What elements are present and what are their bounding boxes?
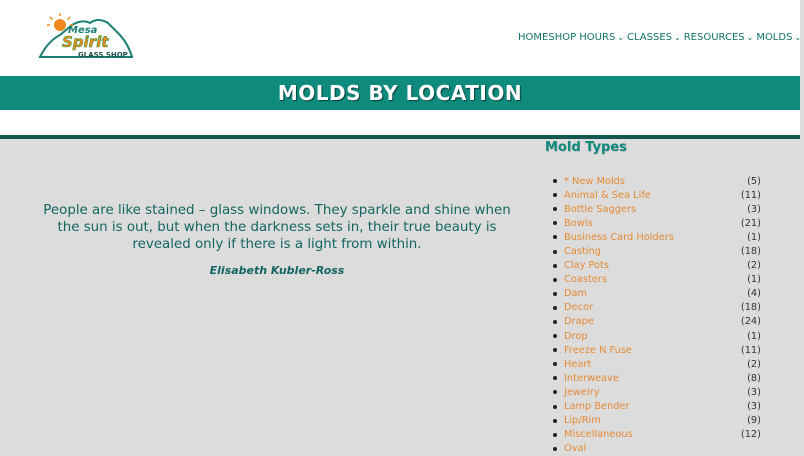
mold-type-link[interactable]: Coasters: [564, 274, 607, 286]
list-item: [553, 188, 761, 202]
divider: [0, 135, 800, 139]
bullet-icon: [553, 278, 557, 282]
mold-count: (1): [747, 274, 761, 286]
mountain-sun-logo-icon: [38, 11, 134, 61]
list-item: [553, 428, 761, 442]
mold-count: (3): [747, 203, 761, 215]
nav-home[interactable]: [518, 32, 548, 43]
page-title-banner: [0, 76, 800, 110]
mold-type-link[interactable]: Lip/Rim: [564, 415, 601, 427]
page-title: MOLDS BY LOCATION: [277, 81, 523, 105]
bullet-icon: [553, 306, 557, 310]
mold-type-link[interactable]: Bowls: [564, 217, 593, 229]
list-item: [553, 216, 761, 230]
svg-text:Spirit: Spirit: [62, 33, 109, 51]
list-item: [553, 301, 761, 315]
mold-count: (1): [747, 330, 761, 342]
mold-count: (21): [740, 217, 761, 229]
mold-count: (18): [740, 246, 761, 258]
mold-count: (24): [740, 316, 761, 328]
bullet-icon: [553, 250, 557, 254]
svg-text:GLASS SHOP: GLASS SHOP: [78, 51, 128, 59]
mold-type-link[interactable]: Clay Pots: [564, 260, 609, 272]
bullet-icon: [553, 405, 557, 409]
mold-type-link[interactable]: Animal & Sea Life: [564, 189, 651, 201]
quote-text: People are like stained – glass windows. They sparkle and shine when the sun is out, but when the darkness sets in, their true beauty is revealed only if there is a light from within.: [43, 203, 511, 252]
list-item: [553, 329, 761, 343]
mold-type-link[interactable]: Business Card Holders: [564, 231, 674, 243]
svg-text:Mesa: Mesa: [68, 25, 98, 36]
list-item: [553, 259, 761, 273]
mold-type-link[interactable]: Dam: [564, 288, 588, 300]
mold-count: (4): [747, 288, 761, 300]
bullet-icon: [553, 390, 557, 394]
nav-shop-hours-label: SHOP HOURS: [548, 31, 616, 43]
list-item: [553, 343, 761, 357]
list-item: [553, 371, 761, 385]
chevron-down-icon: ⌄: [617, 32, 624, 42]
nav-classes-label: CLASSES: [627, 31, 672, 43]
mold-count: (12): [740, 429, 761, 441]
nav-shop-hours[interactable]: [548, 32, 627, 43]
bullet-icon: [553, 376, 557, 380]
mold-type-link[interactable]: Oval: [564, 443, 587, 455]
mold-count: (18): [740, 302, 761, 314]
site-header: [0, 0, 800, 76]
mold-type-link[interactable]: Casting: [564, 246, 601, 258]
nav-home-label: HOME: [518, 31, 549, 43]
nav-resources-label: RESOURCES: [683, 31, 745, 43]
bullet-icon: [553, 348, 557, 352]
mold-count: (1): [747, 231, 761, 243]
mold-count: (9): [747, 415, 761, 427]
nav-molds-label: MOLDS: [756, 31, 793, 43]
list-item: [553, 315, 761, 329]
chevron-down-icon: ⌄: [674, 32, 681, 42]
list-item: [553, 230, 761, 244]
bullet-icon: [553, 447, 557, 451]
list-item: [553, 414, 761, 428]
bullet-icon: [553, 264, 557, 268]
list-item: [553, 287, 761, 301]
quote-block: [40, 202, 514, 277]
list-item: [553, 174, 761, 188]
mold-type-link[interactable]: Bottle Saggers: [564, 203, 637, 215]
mold-type-link[interactable]: Interweave: [564, 372, 619, 384]
site-logo[interactable]: [38, 11, 134, 61]
quote-author: Elisabeth Kubler-Ross: [209, 264, 345, 277]
list-item: [553, 400, 761, 414]
mold-type-link[interactable]: Lamp Bender: [564, 401, 630, 413]
nav-molds[interactable]: [756, 32, 804, 43]
sidebar-title: Mold Types: [545, 140, 627, 155]
mold-type-link[interactable]: * New Molds: [564, 175, 625, 187]
list-item: [553, 442, 761, 456]
bullet-icon: [553, 320, 557, 324]
mold-count: (11): [740, 344, 761, 356]
bullet-icon: [553, 193, 557, 197]
mold-count: (8): [747, 372, 761, 384]
mold-type-link[interactable]: Drape: [564, 316, 594, 328]
bullet-icon: [553, 221, 557, 225]
chevron-down-icon: ⌄: [746, 32, 754, 42]
mold-type-link[interactable]: Jewelry: [564, 386, 600, 398]
mold-types-list: [553, 174, 761, 456]
list-item: [553, 244, 761, 258]
list-item: [553, 357, 761, 371]
mold-type-link[interactable]: Drop: [564, 330, 588, 342]
mold-count: (11): [740, 189, 761, 201]
chevron-down-icon: ⌄: [794, 32, 802, 42]
white-spacer: [0, 110, 800, 135]
bullet-icon: [553, 292, 557, 296]
mold-count: (3): [747, 401, 761, 413]
bullet-icon: [553, 334, 557, 338]
nav-classes[interactable]: [627, 32, 684, 43]
bullet-icon: [553, 362, 557, 366]
mold-count: (2): [747, 358, 761, 370]
bullet-icon: [553, 207, 557, 211]
bullet-icon: [553, 433, 557, 437]
list-item: [553, 273, 761, 287]
list-item: [553, 202, 761, 216]
mold-count: (5): [747, 175, 761, 187]
mold-type-link[interactable]: Freeze N Fuse: [564, 344, 632, 356]
list-item: [553, 385, 761, 399]
bullet-icon: [553, 419, 557, 423]
bullet-icon: [553, 179, 557, 183]
main-nav: [518, 30, 804, 44]
mold-type-link[interactable]: Decor: [564, 302, 593, 314]
mold-type-link[interactable]: Miscellaneous: [564, 429, 633, 441]
bullet-icon: [553, 235, 557, 239]
nav-resources[interactable]: [684, 32, 757, 43]
mold-count: (2): [747, 260, 761, 272]
mold-count: (3): [747, 386, 761, 398]
mold-type-link[interactable]: Heart: [564, 358, 592, 370]
